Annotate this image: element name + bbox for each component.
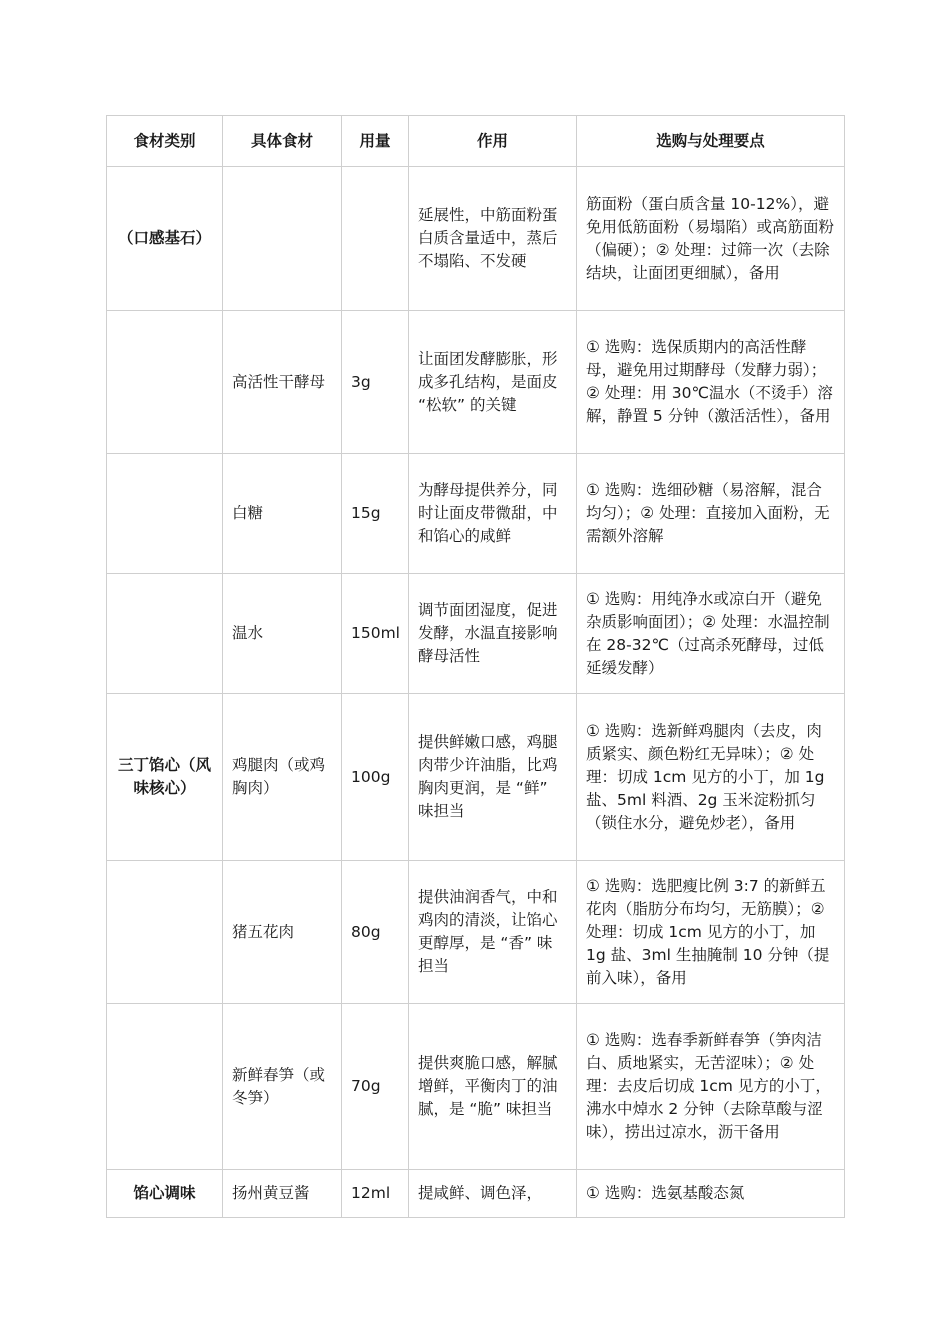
category-cell (107, 574, 223, 694)
ingredient-cell: 高活性干酵母 (223, 311, 342, 454)
tips-cell: ① 选购：选肥瘦比例 3:7 的新鲜五花肉（脂肪分布均匀，无筋膜）；② 处理：切成 1cm 见方的小丁，加 1g 盐、3ml 生抽腌制 10 分钟（提前入味），备用 (577, 861, 845, 1004)
table-row (107, 861, 845, 1004)
role-cell: 提供油润香气，中和鸡肉的清淡，让馅心更醇厚，是 “香” 味担当 (409, 861, 577, 1004)
ingredients-table (106, 115, 845, 1218)
role-cell: 让面团发酵膨胀，形成多孔结构，是面皮 “松软” 的关键 (409, 311, 577, 454)
table-row (107, 574, 845, 694)
table-row (107, 311, 845, 454)
role-cell: 提咸鲜、调色泽， (409, 1170, 577, 1218)
header-role: 作用 (409, 116, 577, 167)
table-row (107, 1170, 845, 1218)
header-category: 食材类别 (107, 116, 223, 167)
ingredient-cell (223, 167, 342, 311)
table-row (107, 454, 845, 574)
category-cell (107, 861, 223, 1004)
role-cell: 提供爽脆口感，解腻增鲜，平衡肉丁的油腻，是 “脆” 味担当 (409, 1004, 577, 1170)
amount-cell: 80g (342, 861, 409, 1004)
amount-cell: 3g (342, 311, 409, 454)
ingredient-cell: 扬州黄豆酱 (223, 1170, 342, 1218)
tips-cell: ① 选购：选细砂糖（易溶解，混合均匀）；② 处理：直接加入面粉，无需额外溶解 (577, 454, 845, 574)
role-cell: 提供鲜嫩口感，鸡腿肉带少许油脂，比鸡胸肉更润，是 “鲜” 味担当 (409, 694, 577, 861)
amount-cell: 70g (342, 1004, 409, 1170)
ingredient-cell: 新鲜春笋（或冬笋） (223, 1004, 342, 1170)
table-row (107, 694, 845, 861)
role-cell: 调节面团湿度，促进发酵，水温直接影响酵母活性 (409, 574, 577, 694)
tips-cell: ① 选购：用纯净水或凉白开（避免杂质影响面团）；② 处理：水温控制在 28-32℃（过高杀死酵母，过低延缓发酵） (577, 574, 845, 694)
tips-cell: ① 选购：选春季新鲜春笋（笋肉洁白、质地紧实，无苦涩味）；② 处理：去皮后切成 1cm 见方的小丁，沸水中焯水 2 分钟（去除草酸与涩味），捞出过凉水，沥干备用 (577, 1004, 845, 1170)
role-cell: 为酵母提供养分，同时让面皮带微甜，中和馅心的咸鲜 (409, 454, 577, 574)
category-cell (107, 1004, 223, 1170)
tips-cell: ① 选购：选保质期内的高活性酵母，避免用过期酵母（发酵力弱）；② 处理：用 30℃温水（不烫手）溶解，静置 5 分钟（激活活性），备用 (577, 311, 845, 454)
tips-cell: ① 选购：选新鲜鸡腿肉（去皮，肉质紧实、颜色粉红无异味）；② 处理：切成 1cm 见方的小丁，加 1g 盐、5ml 料酒、2g 玉米淀粉抓匀（锁住水分，避免炒老），备用 (577, 694, 845, 861)
category-cell: （口感基石） (107, 167, 223, 311)
table-row (107, 167, 845, 311)
category-cell: 馅心调味 (107, 1170, 223, 1218)
header-amount: 用量 (342, 116, 409, 167)
table-row (107, 1004, 845, 1170)
amount-cell: 12ml (342, 1170, 409, 1218)
tips-cell: 筋面粉（蛋白质含量 10-12%），避免用低筋面粉（易塌陷）或高筋面粉（偏硬）；② 处理：过筛一次（去除结块，让面团更细腻），备用 (577, 167, 845, 311)
tips-cell: ① 选购：选氨基酸态氮 (577, 1170, 845, 1218)
amount-cell (342, 167, 409, 311)
header-ingredient: 具体食材 (223, 116, 342, 167)
amount-cell: 150ml (342, 574, 409, 694)
ingredient-cell: 白糖 (223, 454, 342, 574)
ingredient-cell: 温水 (223, 574, 342, 694)
category-cell: 三丁馅心（风味核心） (107, 694, 223, 861)
category-cell (107, 311, 223, 454)
category-cell (107, 454, 223, 574)
header-tips: 选购与处理要点 (577, 116, 845, 167)
amount-cell: 15g (342, 454, 409, 574)
role-cell: 延展性，中筋面粉蛋白质含量适中，蒸后不塌陷、不发硬 (409, 167, 577, 311)
header-row (107, 116, 845, 167)
ingredient-cell: 猪五花肉 (223, 861, 342, 1004)
ingredient-cell: 鸡腿肉（或鸡胸肉） (223, 694, 342, 861)
amount-cell: 100g (342, 694, 409, 861)
